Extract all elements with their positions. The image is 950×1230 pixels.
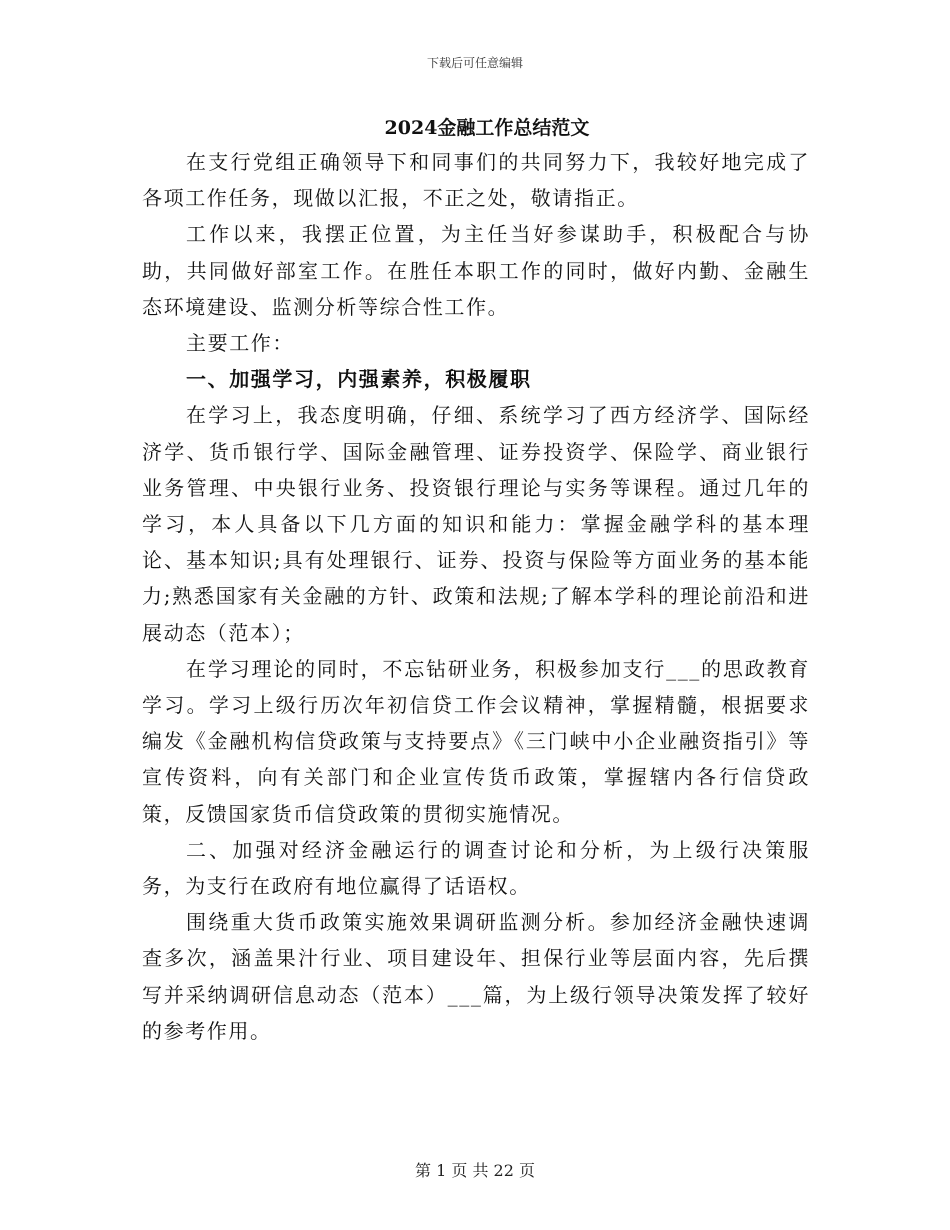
document-body [142,112,810,1049]
paragraph-study-business: 在学习理论的同时，不忘钻研业务，积极参加支行___的思政教育学习。学习上级行历次年初信贷工作会议精神，掌握精髓，根据要求编发《金融机构信贷政策与支持要点》《三门峡中小企业融资指引》等宣传资料，向有关部门和企业宣传货币政策，掌握辖内各行信贷政策，反馈国家货币信贷政策的贯彻实施情况。 [142,656,810,826]
paragraph-research: 围绕重大货币政策实施效果调研监测分析。参加经济金融快速调查多次，涵盖果汁行业、项目建设年、担保行业等层面内容，先后撰写并采纳调研信息动态（范本）___篇，为上级行领导决策发挥了较好的参考作用。 [142,910,810,1043]
paragraph-study: 在学习上，我态度明确，仔细、系统学习了西方经济学、国际经济学、货币银行学、国际金融管理、证券投资学、保险学、商业银行业务管理、中央银行业务、投资银行理论与实务等课程。通过几年的学习，本人具备以下几方面的知识和能力：掌握金融学科的基本理论、基本知识;具有处理银行、证券、投资与保险等方面业务的基本能力;熟悉国家有关金融的方针、政策和法规;了解本学科的理论前沿和进展动态（范本）； [142,403,810,645]
paragraph-intro: 在支行党组正确领导下和同事们的共同努力下，我较好地完成了各项工作任务，现做以汇报，不正之处，敬请指正。 [142,150,810,211]
page-number: 第 1 页 共 22 页 [415,1161,535,1180]
document-title: 2024金融工作总结范文 [384,117,590,139]
paragraph-position: 工作以来，我摆正位置，为主任当好参谋助手，积极配合与协助，共同做好部室工作。在胜任本职工作的同时，做好内勤、金融生态环境建设、监测分析等综合性工作。 [142,222,810,319]
page-header-note: 下载后可任意编辑 [426,56,523,70]
section-heading-1: 一、加强学习，内强素养，积极履职 [186,367,532,392]
paragraph-main-work-label: 主要工作： [186,331,294,356]
section-heading-2: 二、加强对经济金融运行的调查讨论和分析，为上级行决策服务，为支行在政府有地位赢得了话语权。 [142,837,810,899]
